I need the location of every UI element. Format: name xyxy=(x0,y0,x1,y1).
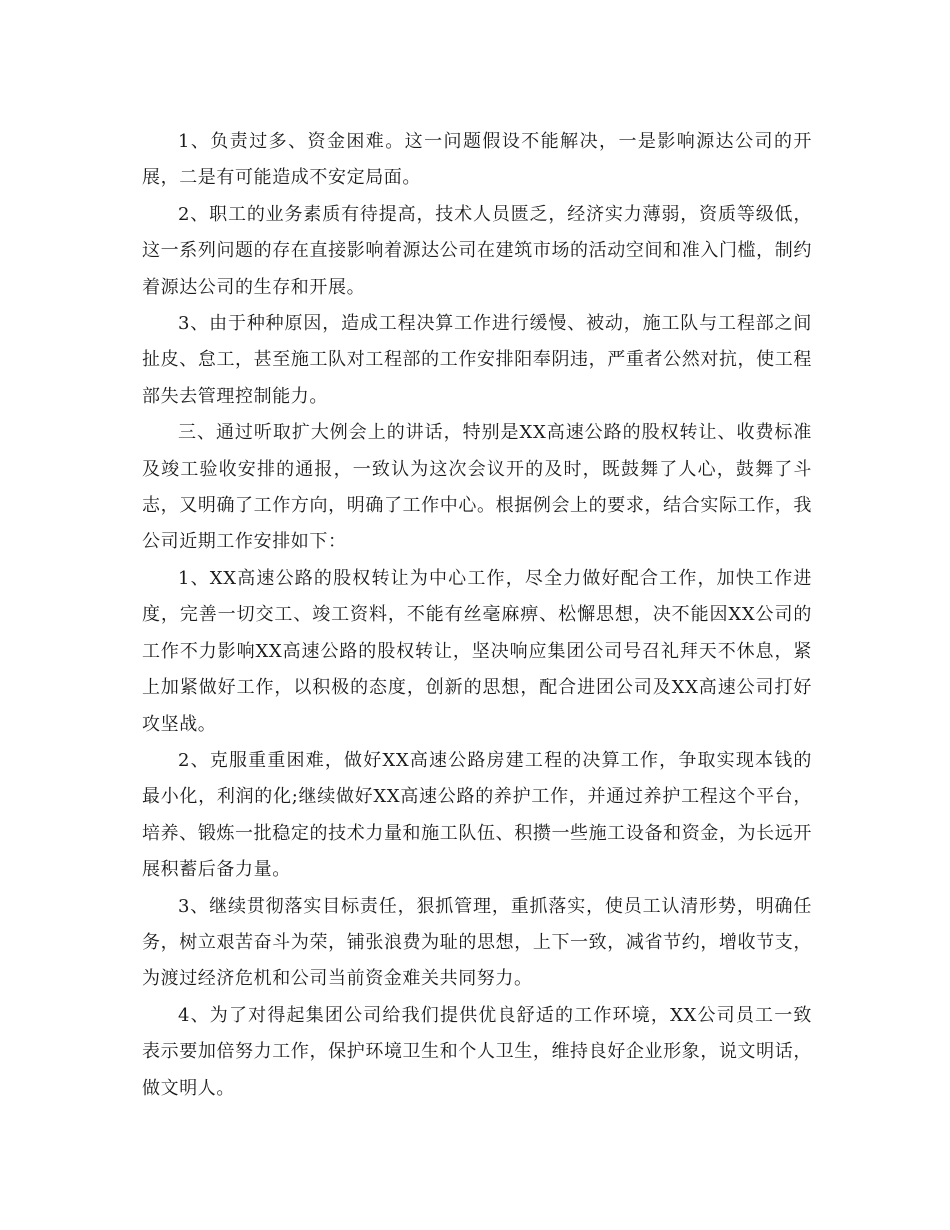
paragraph-5: 1、XX高速公路的股权转让为中心工作，尽全力做好配合工作，加快工作进度，完善一切交工、竣工资料，不能有丝毫麻痹、松懈思想，决不能因XX公司的工作不力影响XX高速公路的股权转让，坚决响应集团公司号召礼拜天不休息，紧上加紧做好工作，以积极的态度，创新的思想，配合进团公司及XX高速公司打好攻坚战。 xyxy=(142,567,812,735)
paragraph-1: 1、负责过多、资金困难。这一问题假设不能解决，一是影响源达公司的开展，二是有可能造成不安定局面。 xyxy=(142,131,812,189)
paragraph-8: 4、为了对得起集团公司给我们提供优良舒适的工作环境，XX公司员工一致表示要加倍努力工作，保护环境卫生和个人卫生，维持良好企业形象，说文明话，做文明人。 xyxy=(142,1004,812,1099)
paragraph-3: 3、由于种种原因，造成工程决算工作进行缓慢、被动，施工队与工程部之间扯皮、怠工，甚至施工队对工程部的工作安排阳奉阴违，严重者公然对抗，使工程部失去管理控制能力。 xyxy=(142,313,812,407)
document-body xyxy=(142,124,812,1107)
paragraph-4: 三、通过听取扩大例会上的讲话，特别是XX高速公路的股权转让、收费标准及竣工验收安排的通报，一致认为这次会议开的及时，既鼓舞了人心，鼓舞了斗志，又明确了工作方向，明确了工作中心。根据例会上的要求，结合实际工作，我公司近期工作安排如下： xyxy=(142,422,812,553)
paragraph-2: 2、职工的业务素质有待提高，技术人员匮乏，经济实力薄弱，资质等级低，这一系列问题的存在直接影响着源达公司在建筑市场的活动空间和准入门槛，制约着源达公司的生存和开展。 xyxy=(142,203,812,298)
paragraph-6: 2、克服重重困难，做好XX高速公路房建工程的决算工作，争取实现本钱的最小化，利润的化;继续做好XX高速公路的养护工作，并通过养护工程这个平台，培养、锻炼一批稳定的技术力量和施工队伍、积攒一些施工设备和资金，为长远开展积蓄后备力量。 xyxy=(142,749,812,881)
paragraph-7: 3、继续贯彻落实目标责任，狠抓管理，重抓落实，使员工认清形势，明确任务，树立艰苦奋斗为荣，铺张浪费为耻的思想，上下一致，减省节约，增收节支，为渡过经济危机和公司当前资金难关共同努力。 xyxy=(142,895,812,990)
